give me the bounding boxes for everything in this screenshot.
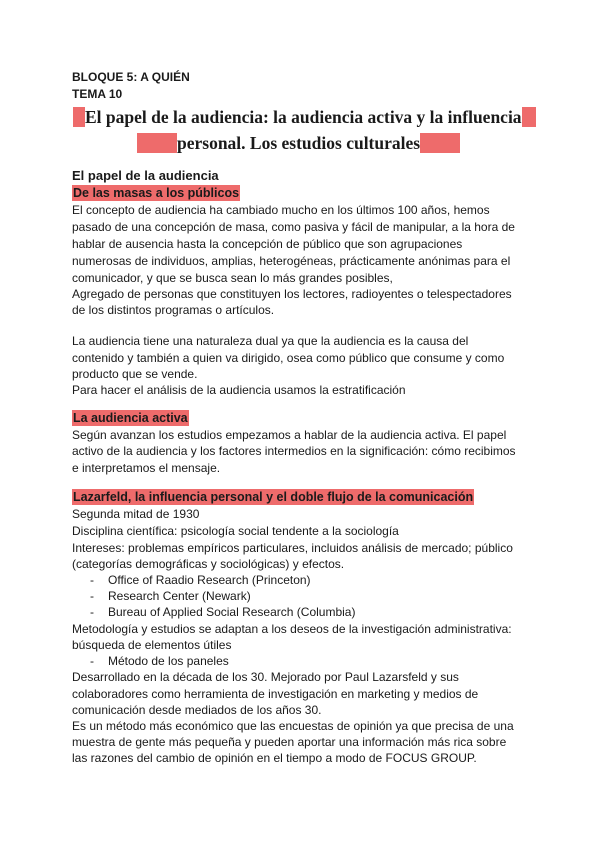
paragraph-line: contenido y también a quien va dirigido, osea como público que consume y como xyxy=(72,351,505,365)
paragraph-line: La audiencia tiene una naturaleza dual ya que la audiencia es la causa del xyxy=(72,334,469,348)
bullet-dash: - xyxy=(90,589,94,603)
highlighted-heading-audiencia-activa: La audiencia activa xyxy=(73,411,188,425)
paragraph-line: numerosas de individuos, amplias, heterogéneas, prácticamente anónimas para el xyxy=(72,254,511,268)
highlighted-subheading-masas: De las masas a los públicos xyxy=(73,186,240,200)
block-label: BLOQUE 5: A QUIÉN xyxy=(72,70,190,84)
paragraph-line: búsqueda de elementos útiles xyxy=(72,638,232,652)
paragraph-line: activo de la audiencia y los factores intermedios en la significación: cómo recibimos xyxy=(72,444,516,458)
paragraph-line: las razones del cambio de opinión en el tiempo a modo de FOCUS GROUP. xyxy=(72,751,477,765)
paragraph-line: muestra de gente más pequeña y pueden aportar una información más rica sobre xyxy=(72,735,507,749)
paragraph-line: producto que se vende. xyxy=(72,367,198,381)
paragraph-line: Desarrollado en la década de los 30. Mejorado por Paul Lazarsfeld y sus xyxy=(72,670,459,684)
paragraph-line: Agregado de personas que constituyen los lectores, radioyentes o telespectadores xyxy=(72,287,512,301)
paragraph-line: hablar de ausencia hasta la concepción de público que son agrupaciones xyxy=(72,237,463,251)
paragraph-line: El concepto de audiencia ha cambiado mucho en los últimos 100 años, hemos xyxy=(72,203,490,217)
paragraph-line: pasado de una concepción de masa, como pasiva y fácil de manipular, a la hora de xyxy=(72,220,515,234)
title-text-2: personal. Los estudios culturales xyxy=(177,133,421,153)
paragraph-line: Es un método más económico que las encuestas de opinión ya que precisa de una xyxy=(72,719,514,733)
document-title-line-2 xyxy=(137,132,462,154)
title-highlight-right-2 xyxy=(420,133,460,153)
paragraph-line: colaboradores como herramienta de investigación en marketing y medios de xyxy=(72,687,479,701)
title-highlight-right xyxy=(522,107,536,127)
title-highlight-left-2 xyxy=(137,133,177,153)
paragraph-line: (categorías demográficas y sociológicas) y efectos. xyxy=(72,557,345,571)
paragraph-line: Disciplina científica: psicología social tendente a la sociología xyxy=(72,524,399,538)
paragraph-line: Segunda mitad de 1930 xyxy=(72,507,200,521)
bullet-dash: - xyxy=(90,605,94,619)
list-item: Research Center (Newark) xyxy=(108,589,251,603)
list-item: Método de los paneles xyxy=(108,654,229,668)
paragraph-line: de los distintos programas o artículos. xyxy=(72,303,275,317)
paragraph-line: Para hacer el análisis de la audiencia usamos la estratificación xyxy=(72,383,406,397)
highlighted-heading-lazarfeld: Lazarfeld, la influencia personal y el doble flujo de la comunicación xyxy=(73,490,474,504)
paragraph-line: Según avanzan los estudios empezamos a hablar de la audiencia activa. El papel xyxy=(72,428,507,442)
section-heading-papel: El papel de la audiencia xyxy=(72,168,219,183)
paragraph-line: Metodología y estudios se adaptan a los deseos de la investigación administrativa: xyxy=(72,622,512,636)
list-item: Bureau of Applied Social Research (Columbia) xyxy=(108,605,356,619)
paragraph-line: e interpretamos el mensaje. xyxy=(72,461,221,475)
list-item: Office of Raadio Research (Princeton) xyxy=(108,573,311,587)
bullet-dash: - xyxy=(90,654,94,668)
topic-label: TEMA 10 xyxy=(72,87,123,101)
paragraph-line: comunicador, y que se busca sean lo más grandes posibles, xyxy=(72,271,393,285)
document-title-line-1 xyxy=(73,106,529,128)
paragraph-line: Intereses: problemas empíricos particulares, incluidos análisis de mercado; público xyxy=(72,541,513,555)
title-highlight-left xyxy=(73,107,85,127)
paragraph-line: comunicación desde mediados de los años 30. xyxy=(72,703,322,717)
title-text-1: El papel de la audiencia: la audiencia activa y la influencia xyxy=(85,107,522,127)
bullet-dash: - xyxy=(90,573,94,587)
